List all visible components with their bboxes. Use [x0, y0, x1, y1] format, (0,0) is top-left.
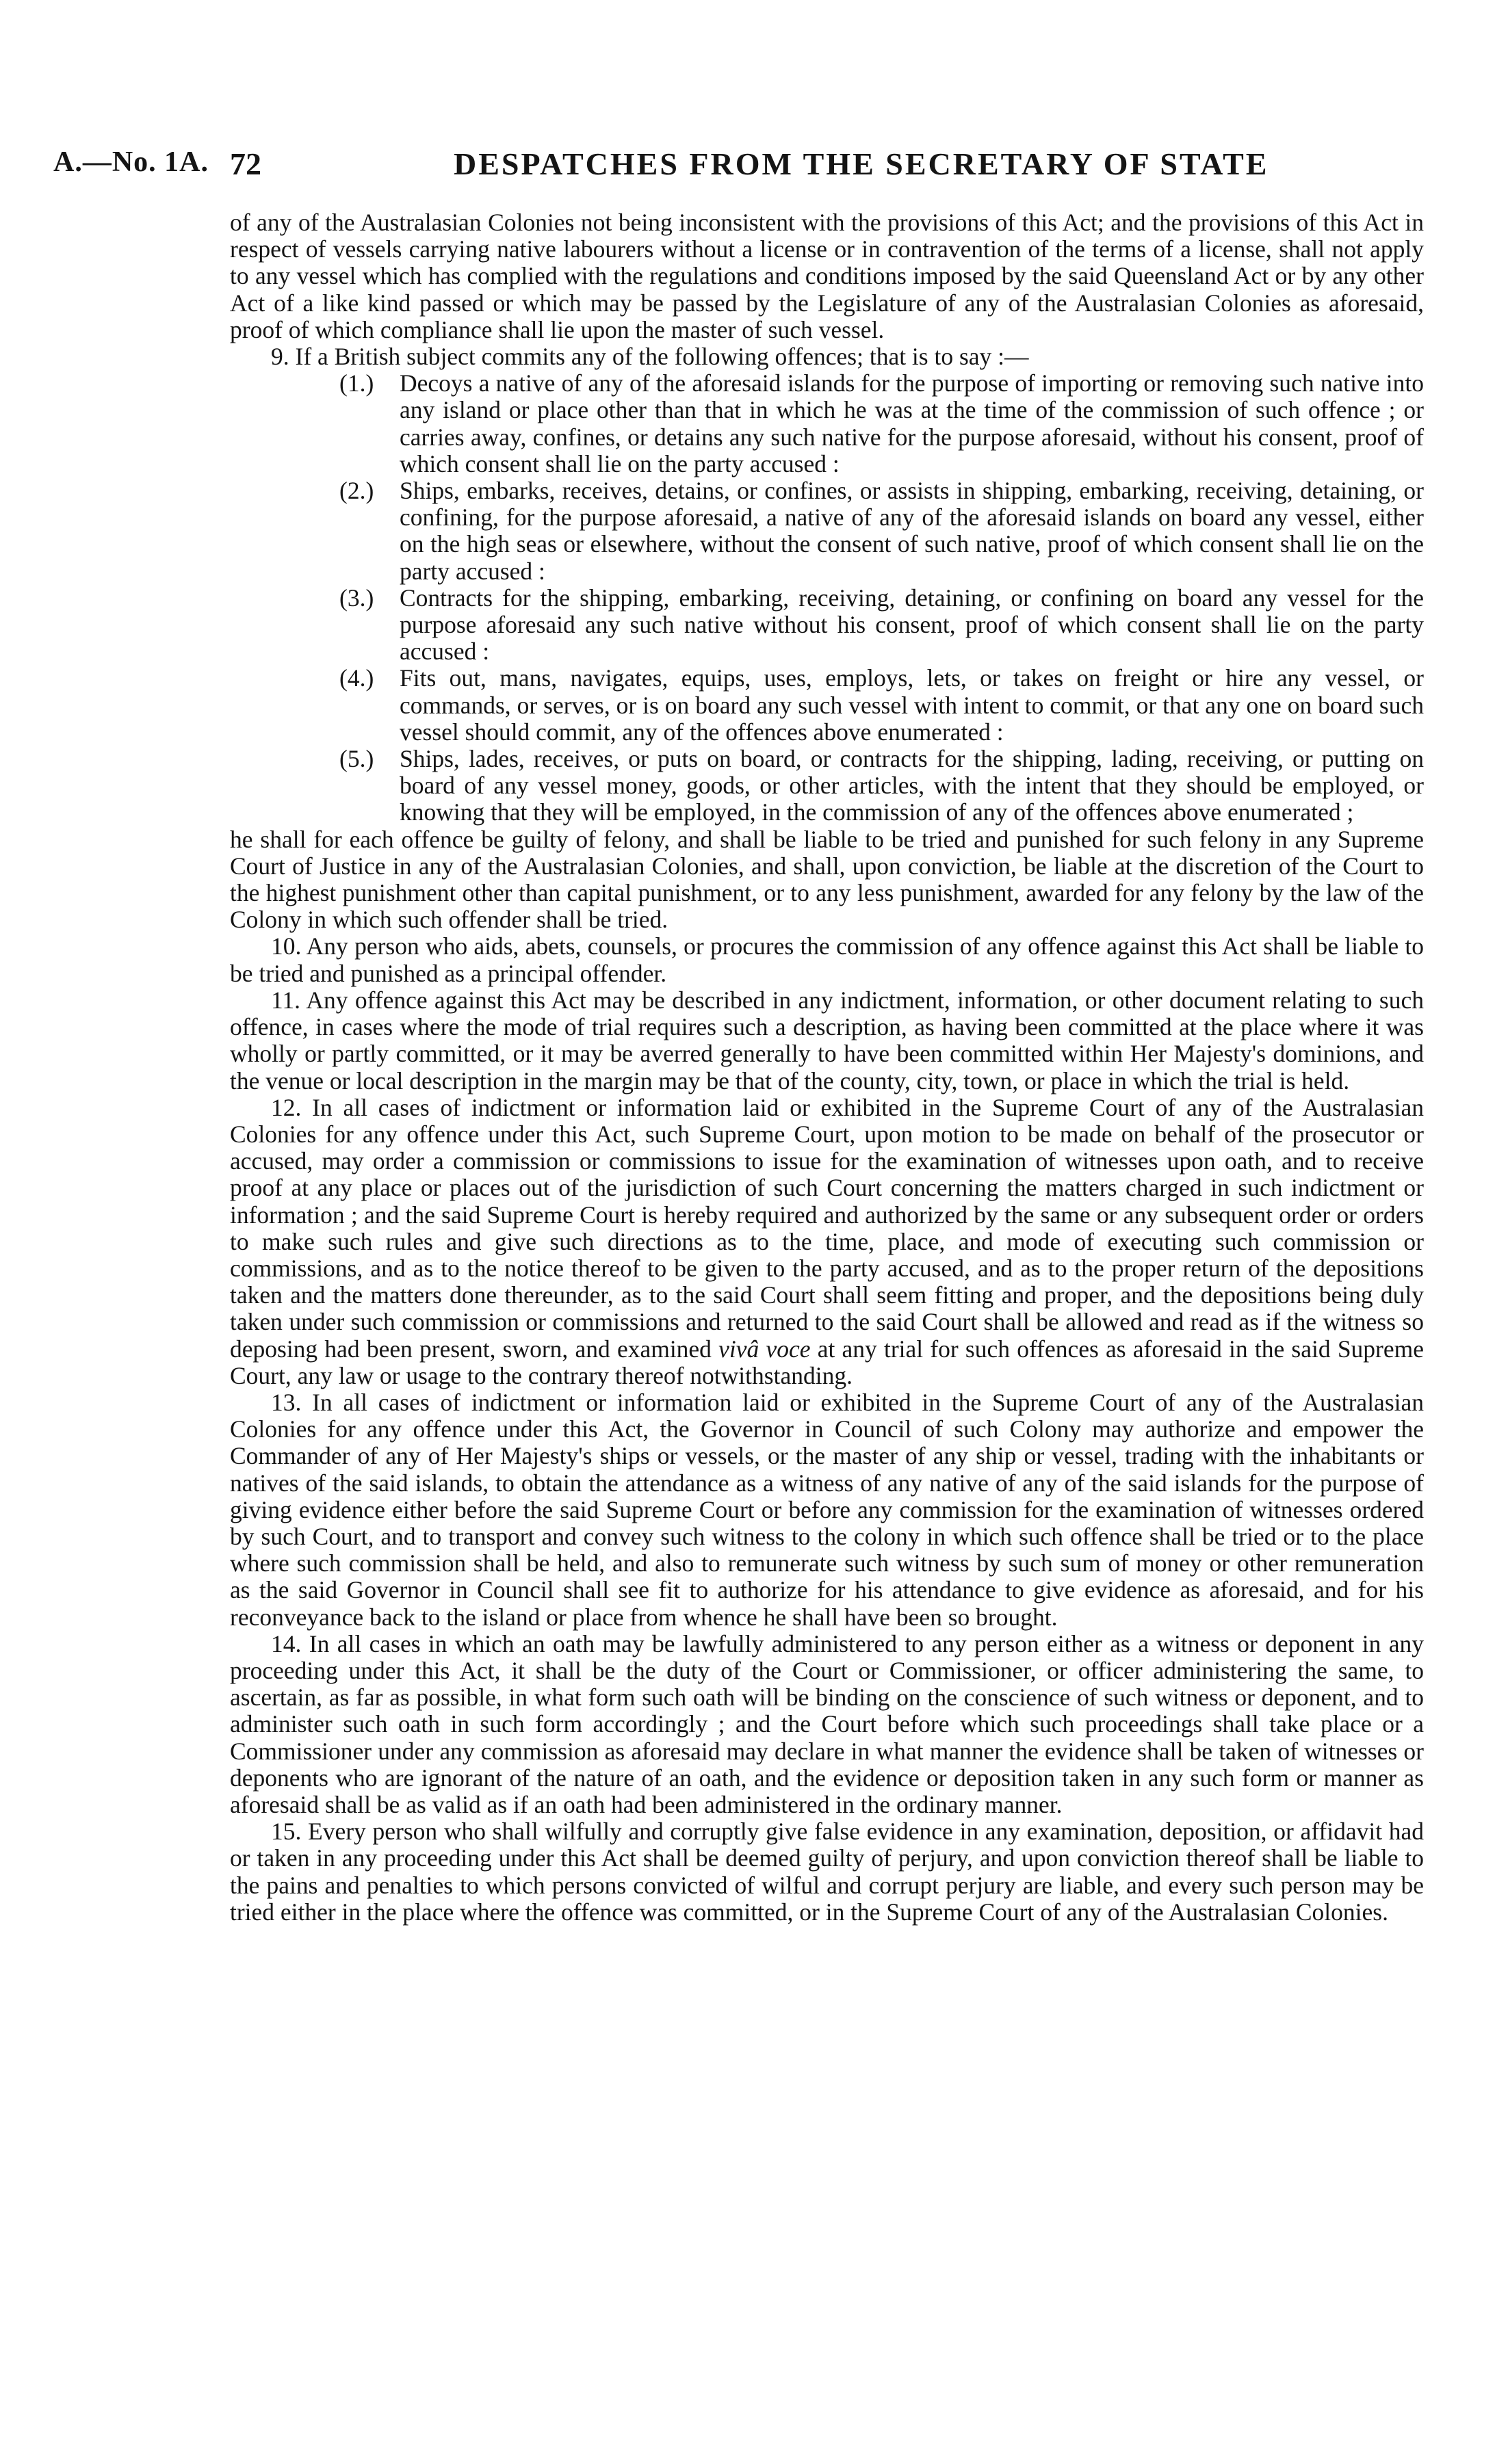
continuation-paragraph: of any of the Australasian Colonies not being inconsistent with the provisions of this Act; and the provisions of this Act in respect of vessels carrying native labourers without a license or in contravention of the terms of a license, shall not apply to any vessel which has complied with the regulations and conditions imposed by the said Queensland Act or by any other Act of a like kind passed or which may be passed by the Legislature of any of the Australasian Colonies as aforesaid, proof of which compliance shall lie upon the master of such vessel.: [230, 209, 1424, 343]
page-number: 72: [230, 146, 261, 181]
section-9-conclusion: he shall for each offence be guilty of felony, and shall be liable to be tried and punished for such felony in any Supreme Court of Justice in any of the Australasian Colonies, and shall, upon conviction, be liable at the discretion of the Court to the highest punishment other than capital punishment, or to any less punishment, awarded for any felony by the law of the Colony in which such offender shall be tried.: [230, 825, 1424, 934]
latin-phrase: vivâ voce: [718, 1335, 811, 1363]
offence-item: [230, 370, 1424, 477]
section-10: 10. Any person who aids, abets, counsels, or procures the commission of any offence against this Act shall be liable to be tried and punished as a principal offender.: [230, 932, 1424, 987]
running-title: DESPATCHES FROM THE SECRETARY OF STATE: [454, 146, 1269, 181]
item-number: (2.): [339, 477, 374, 505]
section-12: [230, 1095, 1424, 1389]
item-number: (4.): [339, 664, 374, 692]
item-text: Fits out, mans, navigates, equips, uses, employs, lets, or takes on freight or hire any vessel, or commands, or serves, or is on board any such vessel with intent to commit, or that any one on board such vessel should commit, any of the offences above enumerated :: [400, 664, 1424, 746]
item-text: Contracts for the shipping, embarking, receiving, detaining, or confining on board any vessel for the purpose aforesaid any such native without his consent, proof of which consent shall lie on the party accused :: [400, 584, 1424, 666]
section-11: 11. Any offence against this Act may be described in any indictment, information, or other document relating to such offence, in cases where the mode of trial requires such a description, as having been committed at the place where it was wholly or partly committed, or it may be averred generally to have been committed within Her Majesty's dominions, and the venue or local description in the margin may be that of the county, city, town, or place in which the trial is held.: [230, 986, 1424, 1095]
paper-reference: A.—No. 1A.: [53, 146, 209, 178]
offence-item: [230, 477, 1424, 585]
item-text: Decoys a native of any of the aforesaid islands for the purpose of importing or removing such native into any island or place other than that in which he was at the time of the commission of such offence ; or carries away, confines, or detains any such native for the purpose aforesaid, without his consent, proof of which consent shall lie on the party accused :: [400, 369, 1424, 477]
section-14: 14. In all cases in which an oath may be lawfully administered to any person either as a witness or deponent in any proceeding under this Act, it shall be the duty of the Court or Commissioner, or officer administering the same, to ascertain, as far as possible, in what form such oath will be binding on the conscience of such witness or deponent, and to administer such oath in such form accordingly ; and the Court before which such proceedings shall take place or a Commissioner under any commission as aforesaid may declare in what manner the evidence shall be taken of witnesses or deponents who are ignorant of the nature of an oath, and the evidence or deposition taken in any such form or manner as aforesaid shall be as valid as if an oath had been administered in the ordinary manner.: [230, 1629, 1424, 1818]
item-number: (3.): [339, 584, 374, 612]
document-body: [230, 209, 1424, 1926]
section-12-text: 12. In all cases of indictment or information laid or exhibited in the Supreme Court of any of the Australasian Colonies for any offence under this Act, such Supreme Court, upon motion to be made on behalf of the prosecutor or accused, may order a commission or commissions to issue for the examination of witnesses upon oath, and to receive proof at any place or places out of the jurisdiction of such Court concerning the matters charged in such indictment or information ; and the said Supreme Court is hereby required and authorized by the same or any subsequent order or orders to make such rules and give such directions as to the time, place, and mode of executing such commission or commissions, and as to the notice thereof to be given to the party accused, and as to the proper return of the depositions taken and the matters done thereunder, as to the said Court shall seem fitting and proper, and the depositions being duly taken under such commission or commissions and returned to the said Court shall be allowed and read as if the witness so deposing had been present, sworn, and examined: [230, 1093, 1424, 1363]
item-number: (1.): [339, 369, 374, 397]
item-number: (5.): [339, 745, 374, 773]
section-13: 13. In all cases of indictment or information laid or exhibited in the Supreme Court of any of the Australasian Colonies for any offence under this Act, the Governor in Council of such Colony may authorize and empower the Commander of any of Her Majesty's ships or vessels, or the master of any ship or vessel, trading with the inhabitants or natives of the said islands, to obtain the attendance as a witness of any native of any of the said islands for the purpose of giving evidence either before the said Supreme Court or before any commission for the examination of witnesses ordered by such Court, and to transport and convey such witness to the colony in which such offence shall be tried or to the place where such commission shall be held, and also to remunerate such witness by such sum of money or other remuneration as the said Governor in Council shall see fit to authorize for his attendance to give evidence as aforesaid, and for his reconveyance back to the island or place from whence he shall have been so brought.: [230, 1388, 1424, 1631]
section-9-intro: 9. If a British subject commits any of the following offences; that is to say :—: [271, 343, 1029, 371]
section-12-text-end: at any trial for such offences as aforesaid in the said Supreme Court, any law or usage to the contrary thereof notwithstanding.: [230, 1335, 1425, 1389]
page-header: [53, 146, 1442, 187]
offence-item: [230, 585, 1424, 666]
offence-item: [230, 665, 1424, 746]
section-15: 15. Every person who shall wilfully and corruptly give false evidence in any examination, deposition, or affidavit had or taken in any proceeding under this Act shall be deemed guilty of perjury, and upon conviction thereof shall be liable to the pains and penalties to which persons convicted of wilful and corrupt perjury are liable, and every such person may be tried either in the place where the offence was committed, or in the Supreme Court of any of the Australasian Colonies.: [230, 1818, 1424, 1926]
item-text: Ships, embarks, receives, detains, or confines, or assists in shipping, embarking, receiving, detaining, or confining, for the purpose aforesaid, a native of any of the aforesaid islands on board any vessel, either on the high seas or elsewhere, without the consent of such native, proof of which consent shall lie on the party accused :: [400, 477, 1424, 585]
item-text: Ships, lades, receives, or puts on board, or contracts for the shipping, lading, receiving, or putting on board of any vessel money, goods, or other articles, with the intent that they should be employed, or knowing that they will be employed, in the commission of any of the offences above enumerated ;: [400, 745, 1424, 826]
offence-item: [230, 746, 1424, 826]
